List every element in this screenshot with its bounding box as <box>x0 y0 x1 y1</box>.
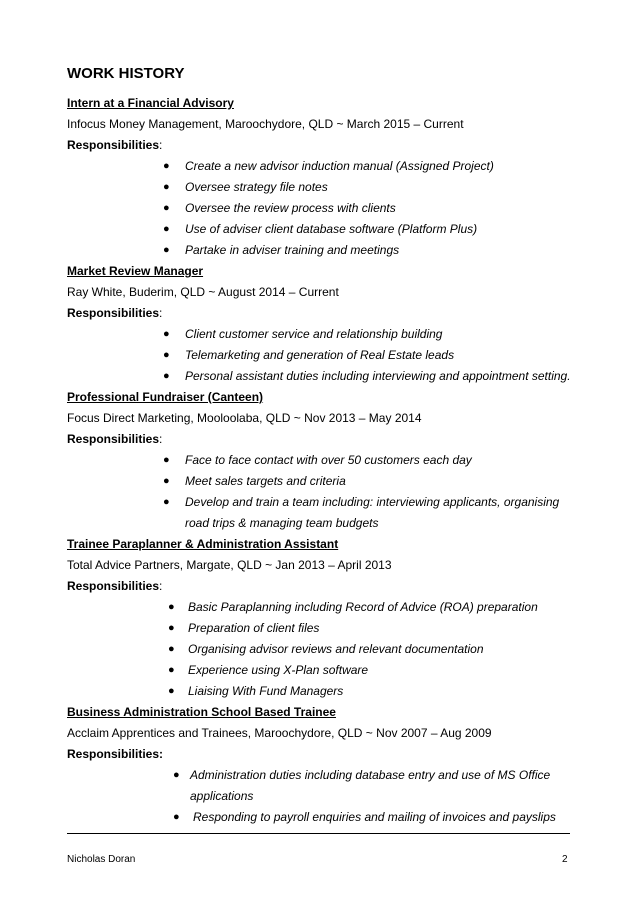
job-employer: Total Advice Partners, Margate, QLD ~ Jan 2013 – April 2013 <box>67 558 392 572</box>
duty-item: ● Preparation of client files <box>67 618 587 639</box>
responsibilities-heading: Responsibilities: <box>67 138 163 152</box>
job-title: Business Administration School Based Trainee <box>67 705 336 719</box>
footer-divider <box>67 833 570 834</box>
responsibilities-label: Responsibilities <box>67 306 160 320</box>
duty-item: ● Develop and train a team including: interviewing applicants, organising road trips & managing team budgets <box>67 492 587 534</box>
bullet-icon: ● <box>163 181 170 193</box>
duty-list <box>67 597 587 702</box>
bullet-icon: ● <box>173 811 180 823</box>
bullet-icon: ● <box>163 475 170 487</box>
responsibilities-label: Responsibilities <box>67 747 160 761</box>
duty-item: ● Basic Paraplanning including Record of Advice (ROA) preparation <box>67 597 587 618</box>
bullet-icon: ● <box>163 244 170 256</box>
work-history-list <box>67 93 587 828</box>
duty-list <box>67 324 587 387</box>
duty-item: ● Use of adviser client database software (Platform Plus) <box>67 219 587 240</box>
responsibilities-label: Responsibilities <box>67 138 160 152</box>
bullet-icon: ● <box>163 202 170 214</box>
responsibilities-label: Responsibilities <box>67 432 160 446</box>
bullet-icon: ● <box>163 370 170 382</box>
bullet-icon: ● <box>173 769 180 781</box>
duty-list <box>67 450 587 534</box>
duty-item: ● Create a new advisor induction manual (Assigned Project) <box>67 156 587 177</box>
job-employer: Infocus Money Management, Maroochydore, QLD ~ March 2015 – Current <box>67 117 464 131</box>
responsibilities-heading: Responsibilities: <box>67 306 163 320</box>
duty-list <box>67 156 587 261</box>
duty-list <box>67 765 587 828</box>
job-title: Professional Fundraiser (Canteen) <box>67 390 264 404</box>
duty-item: ● Telemarketing and generation of Real Estate leads <box>67 345 587 366</box>
footer-page-number: 2 <box>562 854 568 865</box>
duty-item: ● Liaising With Fund Managers <box>67 681 587 702</box>
bullet-icon: ● <box>168 601 175 613</box>
bullet-icon: ● <box>163 349 170 361</box>
bullet-icon: ● <box>163 160 170 172</box>
job-entry <box>67 702 587 828</box>
duty-item: ● Face to face contact with over 50 customers each day <box>67 450 587 471</box>
bullet-icon: ● <box>163 496 170 508</box>
duty-item: ● Administration duties including database entry and use of MS Office applications <box>67 765 587 807</box>
job-entry <box>67 534 587 702</box>
job-entry <box>67 261 587 387</box>
responsibilities-label: Responsibilities <box>67 579 160 593</box>
bullet-icon: ● <box>168 643 175 655</box>
footer-author-name: Nicholas Doran <box>67 854 136 865</box>
bullet-icon: ● <box>168 685 175 697</box>
duty-item: ● Personal assistant duties including interviewing and appointment setting. <box>67 366 587 387</box>
job-employer: Acclaim Apprentices and Trainees, Maroochydore, QLD ~ Nov 2007 – Aug 2009 <box>67 726 492 740</box>
job-title: Intern at a Financial Advisory <box>67 96 234 110</box>
bullet-icon: ● <box>163 223 170 235</box>
bullet-icon: ● <box>168 664 175 676</box>
duty-item: ● Meet sales targets and criteria <box>67 471 587 492</box>
duty-item: ● Client customer service and relationship building <box>67 324 587 345</box>
section-title: WORK HISTORY <box>67 65 185 82</box>
responsibilities-heading: Responsibilities: <box>67 432 163 446</box>
job-entry <box>67 387 587 534</box>
job-title: Market Review Manager <box>67 264 204 278</box>
duty-item: ● Partake in adviser training and meetings <box>67 240 587 261</box>
duty-item: ● Organising advisor reviews and relevant documentation <box>67 639 587 660</box>
job-title: Trainee Paraplanner & Administration Assistant <box>67 537 339 551</box>
bullet-icon: ● <box>163 328 170 340</box>
duty-item: ● Oversee strategy file notes <box>67 177 587 198</box>
duty-item: ● Responding to payroll enquiries and mailing of invoices and payslips <box>67 807 587 828</box>
duty-item: ● Oversee the review process with clients <box>67 198 587 219</box>
bullet-icon: ● <box>168 622 175 634</box>
job-employer: Focus Direct Marketing, Mooloolaba, QLD ~ Nov 2013 – May 2014 <box>67 411 422 425</box>
duty-item: ● Experience using X-Plan software <box>67 660 587 681</box>
job-entry <box>67 93 587 261</box>
responsibilities-heading: Responsibilities: <box>67 747 164 761</box>
bullet-icon: ● <box>163 454 170 466</box>
job-employer: Ray White, Buderim, QLD ~ August 2014 – Current <box>67 285 339 299</box>
responsibilities-heading: Responsibilities: <box>67 579 163 593</box>
